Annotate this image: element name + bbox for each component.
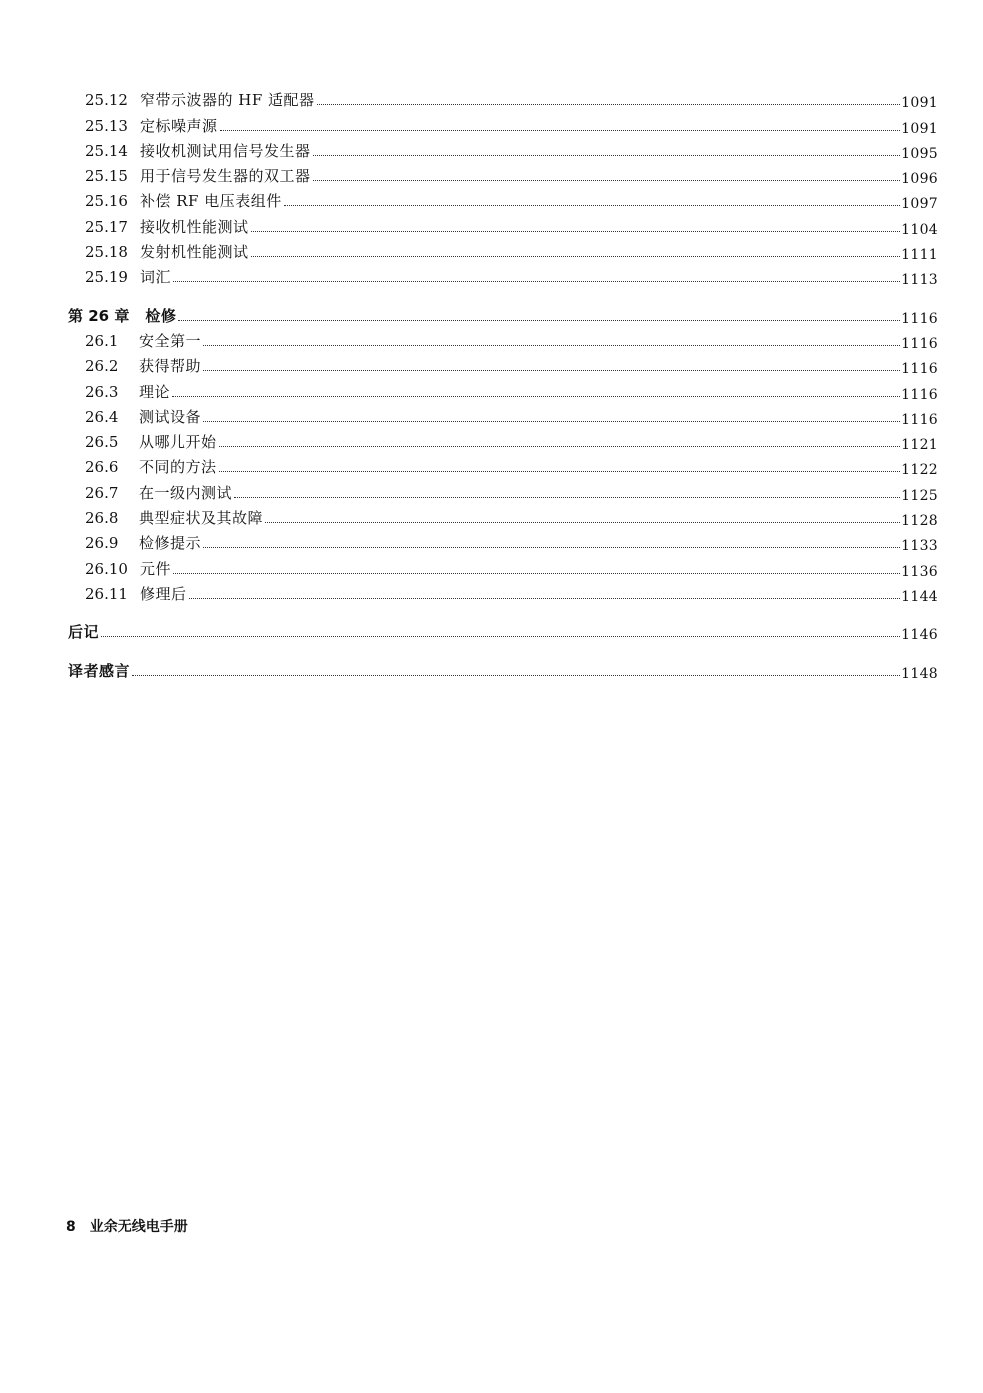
toc-entry-number: 26.4: [85, 407, 119, 426]
toc-entry-page: 1122: [901, 462, 938, 479]
toc-entry-title: 不同的方法: [139, 458, 217, 477]
table-of-contents: [68, 84, 938, 680]
dot-leader: [203, 547, 900, 548]
toc-entry-page: 1133: [901, 538, 938, 555]
toc-entry[interactable]: [68, 210, 938, 238]
dot-leader: [251, 256, 901, 257]
toc-entry[interactable]: [68, 401, 938, 426]
toc-entry-title: 检修提示: [139, 534, 202, 553]
dot-leader: [173, 281, 900, 282]
toc-entry[interactable]: [68, 502, 938, 530]
toc-entry-page: 1111: [901, 247, 938, 264]
dot-leader: [173, 573, 900, 574]
dot-leader: [265, 522, 900, 523]
toc-entry-title: 测试设备: [139, 407, 202, 426]
toc-entry-title: 检修: [145, 306, 177, 325]
toc-chapter-entry[interactable]: [68, 299, 938, 327]
toc-entry[interactable]: [68, 426, 938, 454]
toc-entry-title: 理论: [139, 382, 171, 401]
dot-leader: [234, 497, 900, 498]
toc-entry[interactable]: [68, 84, 938, 112]
toc-entry[interactable]: [68, 527, 938, 555]
toc-entry[interactable]: [68, 552, 938, 580]
toc-entry-page: 1148: [901, 665, 938, 682]
toc-entry-number: 26.9: [85, 534, 119, 553]
toc-entry[interactable]: [68, 160, 938, 188]
toc-entry-page: 1116: [901, 335, 938, 352]
toc-entry[interactable]: [68, 135, 938, 160]
toc-entry-title: 在一级内测试: [139, 483, 233, 502]
toc-entry[interactable]: [68, 261, 938, 289]
page-number: 8: [66, 1219, 76, 1235]
toc-section-entry[interactable]: [68, 616, 938, 644]
dot-leader: [203, 421, 900, 422]
toc-entry-page: 1125: [901, 487, 938, 504]
toc-entry-title: 获得帮助: [139, 357, 202, 376]
toc-entry-title: 窄带示波器的 HF 适配器: [140, 91, 315, 110]
toc-entry-title: 补偿 RF 电压表组件: [140, 192, 282, 211]
dot-leader: [219, 471, 901, 472]
toc-entry-number: 26.8: [85, 509, 119, 528]
dot-leader: [251, 231, 901, 232]
toc-entry-title: 词汇: [140, 268, 172, 287]
toc-entry-number: 26.5: [85, 433, 119, 452]
toc-entry-title: 用于信号发生器的双工器: [140, 167, 311, 186]
toc-entry-title: 典型症状及其故障: [139, 509, 264, 528]
book-title: 业余无线电手册: [89, 1219, 188, 1235]
toc-entry[interactable]: [68, 578, 938, 603]
toc-entry-title: 修理后: [140, 584, 187, 603]
toc-entry[interactable]: [68, 325, 938, 350]
page-footer: [66, 1216, 188, 1236]
toc-entry-page: 1116: [901, 386, 938, 403]
dot-leader: [178, 320, 900, 321]
dot-leader: [313, 180, 901, 181]
dot-leader: [317, 104, 901, 105]
toc-entry[interactable]: [68, 109, 938, 137]
toc-entry-number: 25.13: [85, 116, 128, 135]
toc-entry[interactable]: [68, 236, 938, 264]
toc-section-entry[interactable]: [68, 654, 938, 682]
toc-entry-title: 接收机测试用信号发生器: [140, 141, 311, 160]
toc-entry-number: 26.11: [85, 584, 128, 603]
dot-leader: [203, 370, 900, 371]
dot-leader: [101, 636, 900, 637]
toc-entry-number: 第 26 章: [68, 306, 130, 325]
toc-entry-number: 25.14: [85, 141, 128, 160]
toc-entry-number: 26.6: [85, 458, 119, 477]
toc-entry-page: 1091: [901, 95, 938, 112]
toc-entry-page: 1104: [901, 221, 938, 238]
toc-entry-title: 元件: [140, 559, 172, 578]
toc-entry-number: 25.18: [85, 243, 128, 262]
toc-entry-title: 从哪儿开始: [139, 433, 217, 452]
toc-entry-number: 26.10: [85, 559, 128, 578]
toc-entry-page: 1116: [901, 310, 938, 327]
toc-entry-number: 26.7: [85, 483, 119, 502]
toc-entry-page: 1096: [901, 171, 938, 188]
toc-entry[interactable]: [68, 185, 938, 213]
toc-entry-page: 1116: [901, 361, 938, 378]
toc-entry-page: 1121: [901, 437, 938, 454]
toc-entry-page: 1097: [901, 196, 938, 213]
toc-entry-page: 1146: [901, 627, 938, 644]
dot-leader: [313, 155, 901, 156]
toc-entry[interactable]: [68, 375, 938, 403]
toc-entry-number: 25.12: [85, 91, 128, 110]
toc-entry-page: 1128: [901, 513, 938, 530]
toc-entry-page: 1144: [901, 588, 938, 605]
dot-leader: [203, 345, 900, 346]
toc-entry-number: 26.1: [85, 331, 119, 350]
toc-entry-number: 25.15: [85, 167, 128, 186]
dot-leader: [189, 598, 901, 599]
toc-entry-number: 25.19: [85, 268, 128, 287]
toc-entry-page: 1136: [901, 563, 938, 580]
toc-entry-page: 1095: [901, 145, 938, 162]
toc-entry[interactable]: [68, 451, 938, 479]
dot-leader: [220, 130, 901, 131]
toc-entry-title: 安全第一: [139, 331, 202, 350]
toc-entry-title: 发射机性能测试: [140, 243, 249, 262]
toc-entry-page: 1091: [901, 120, 938, 137]
dot-leader: [172, 396, 900, 397]
toc-entry-title: 接收机性能测试: [140, 217, 249, 236]
toc-entry-page: 1113: [901, 272, 938, 289]
dot-leader: [132, 675, 900, 676]
toc-entry[interactable]: [68, 476, 938, 504]
dot-leader: [284, 205, 900, 206]
dot-leader: [219, 446, 901, 447]
toc-entry-number: 25.16: [85, 192, 128, 211]
toc-entry-number: 25.17: [85, 217, 128, 236]
toc-entry-title: 后记: [68, 623, 100, 642]
toc-entry-page: 1116: [901, 411, 938, 428]
toc-entry[interactable]: [68, 350, 938, 378]
toc-entry-title: 定标噪声源: [140, 116, 218, 135]
toc-entry-title: 译者感言: [68, 661, 131, 680]
toc-entry-number: 26.2: [85, 357, 119, 376]
toc-entry-number: 26.3: [85, 382, 119, 401]
